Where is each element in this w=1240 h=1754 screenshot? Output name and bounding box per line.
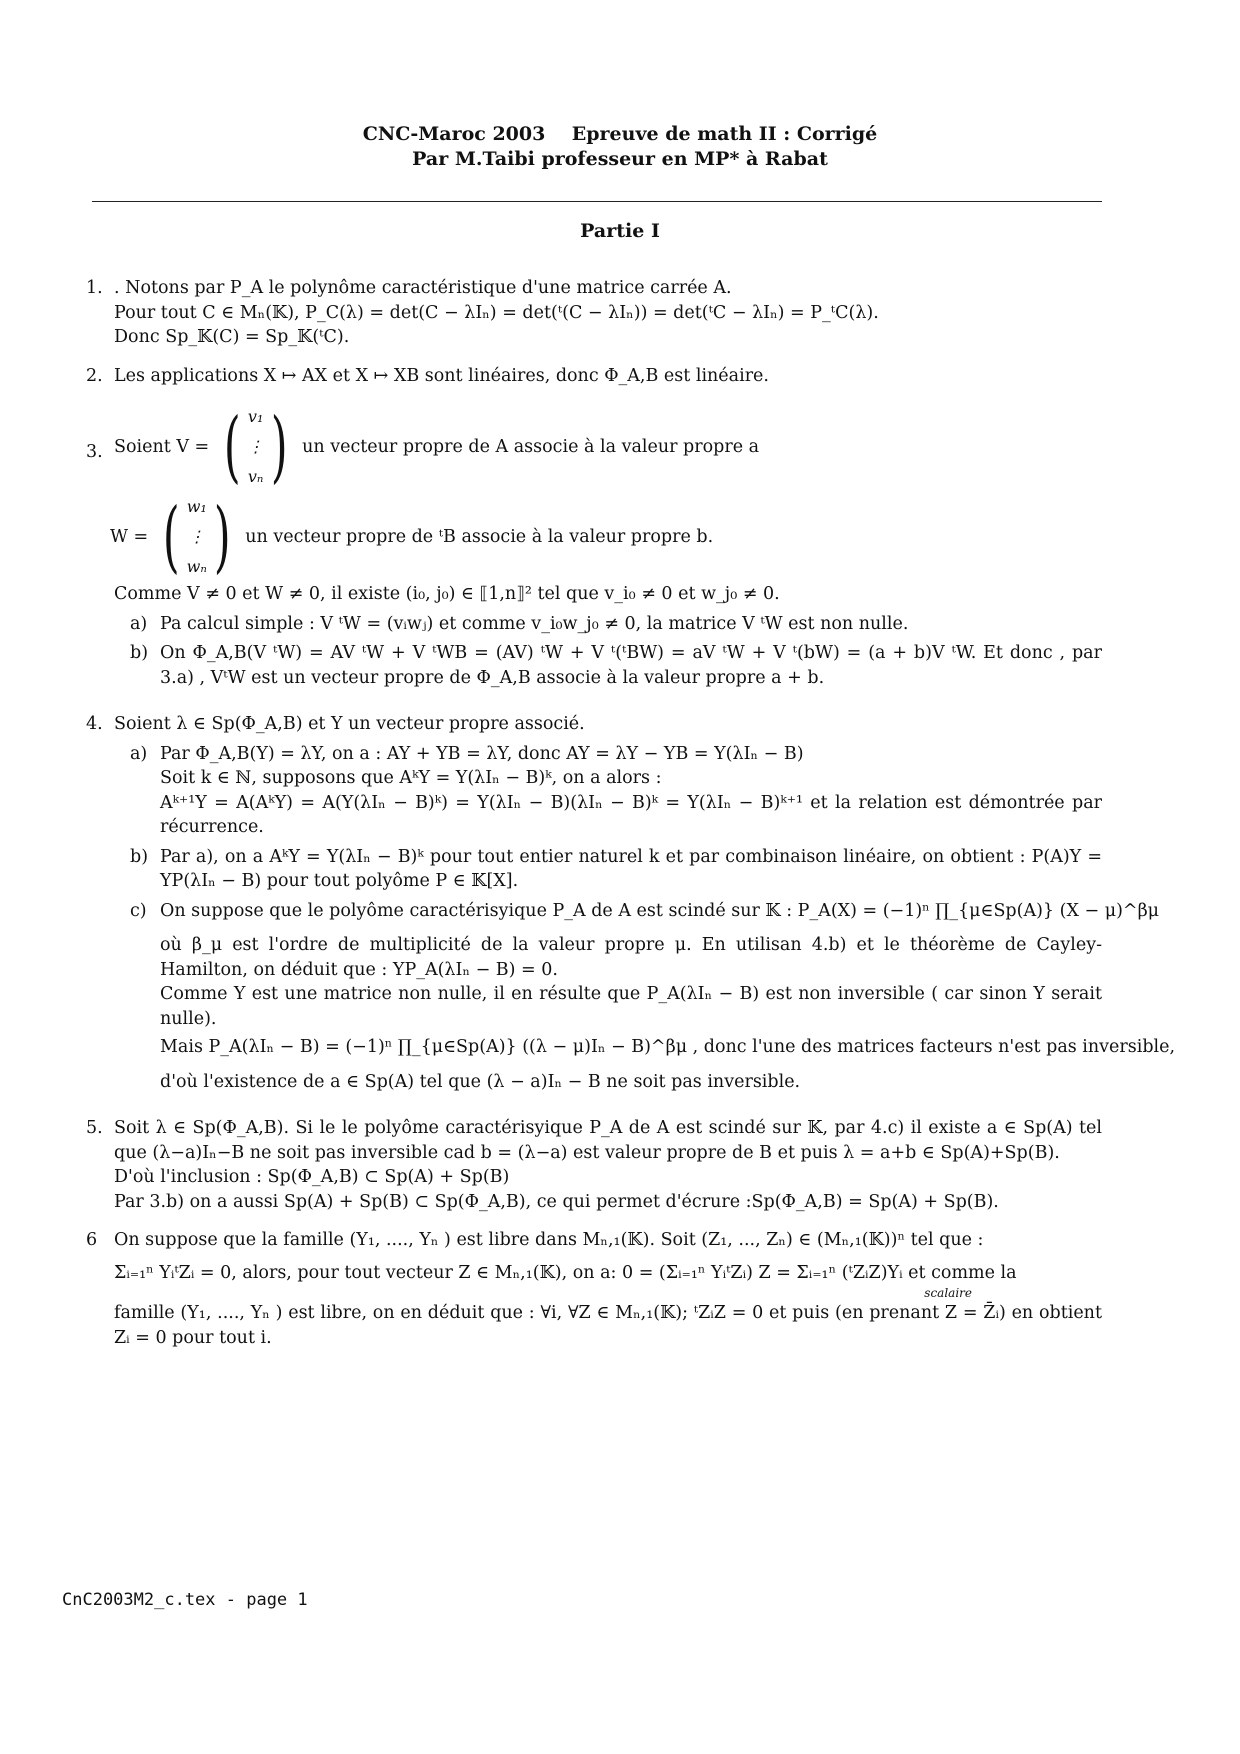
q1-line-1: . Notons par P_A le polynôme caractéristique d'une matrice carrée A. <box>114 278 732 298</box>
question-2 <box>86 364 1102 389</box>
header-rule <box>92 201 1102 202</box>
q4a-line-1: Par Φ_A,B(Y) = λY, on a : AY + YB = λY, donc AY = λY − YB = Y(λIₙ − B) <box>160 743 804 764</box>
vector-entry: v₁ <box>247 407 264 426</box>
q2-line-1: Les applications X ↦ AX et X ↦ XB sont linéaires, donc Φ_A,B est linéaire. <box>114 365 769 386</box>
right-paren: ) <box>270 402 288 492</box>
q6-line-2: Σᵢ₌₁ⁿ YᵢᵗZᵢ = 0, alors, pour tout vecteur Z ∈ Mₙ,₁(𝕂), on a: 0 = (Σᵢ₌₁ⁿ YᵢᵗZᵢ) Z = Σᵢ₌₁ⁿ (ᵗZᵢZ)Yᵢ et comme la <box>114 1262 1017 1283</box>
vector-entry: wₙ <box>186 557 207 576</box>
q4c-line-3: Comme Y est une matrice non nulle, il en résulte que P_A(λIₙ − B) est non inversible ( car sinon Y serait nulle). <box>160 984 1102 1029</box>
right-paren: ) <box>213 492 231 582</box>
q4b-text: Par a), on a AᵏY = Y(λIₙ − B)ᵏ pour tout entier naturel k et par combinaison linéaire, on obtient : P(A)Y = YP(λIₙ − B) pour tout polyôme P ∈ 𝕂[X]. <box>160 846 1102 891</box>
vector-v <box>217 402 294 492</box>
header-author: Par M.Taibi professeur en MP* à Rabat <box>412 148 828 170</box>
question-4 <box>86 712 1176 1094</box>
vector-w-suffix: un vecteur propre de ᵗB associe à la valeur propre b. <box>245 526 714 547</box>
vector-entry: vₙ <box>247 467 264 486</box>
q6-scalaire-note: scalaire <box>924 1286 972 1300</box>
q4c-line-1: On suppose que le polyôme caractérisyique P_A de A est scindé sur 𝕂 : P_A(X) = (−1)ⁿ ∏_{μ∈Sp(A)} (X − μ)^βμ <box>160 900 1160 921</box>
q3-comme-line: Comme V ≠ 0 et W ≠ 0, il existe (i₀, j₀) ∈ ⟦1,n⟧² tel que v_i₀ ≠ 0 et w_j₀ ≠ 0. <box>114 584 780 604</box>
q1-line-3: Donc Sp_𝕂(C) = Sp_𝕂(ᵗC). <box>114 327 350 347</box>
page-footer: CnC2003M2_c.tex - page 1 <box>62 1590 308 1610</box>
q4a-line-3: Aᵏ⁺¹Y = A(AᵏY) = A(Y(λIₙ − B)ᵏ) = Y(λIₙ − B)(λIₙ − B)ᵏ = Y(λIₙ − B)ᵏ⁺¹ et la relation est démontrée par récurrence. <box>160 792 1102 837</box>
vector-v-suffix: un vecteur propre de A associe à la valeur propre a <box>302 436 760 457</box>
header-title: CNC-Maroc 2003 Epreuve de math II : Corrigé <box>362 123 878 145</box>
question-number: 4. <box>86 714 103 734</box>
question-3 <box>86 402 1102 690</box>
left-paren: ( <box>224 402 241 492</box>
question-6 <box>86 1228 1102 1350</box>
part-label: b) <box>130 846 149 867</box>
vector-w <box>156 492 237 582</box>
q5-line-3: Par 3.b) on a aussi Sp(A) + Sp(B) ⊂ Sp(Φ_A,B), ce qui permet d'écrure :Sp(Φ_A,B) = Sp(A) + Sp(B). <box>114 1191 999 1212</box>
q4a-line-2: Soit k ∈ ℕ, supposons que AᵏY = Y(λIₙ − B)ᵏ, on a alors : <box>160 768 662 788</box>
part-label: a) <box>130 743 148 764</box>
q3b-text: On Φ_A,B(V ᵗW) = AV ᵗW + V ᵗWB = (AV) ᵗW + V ᵗ(ᵗBW) = aV ᵗW + V ᵗ(bW) = (a + b)V ᵗW. Et donc , par 3.a) , VᵗW est un vecteur propre de Φ_A,B associe à la valeur propre a + b. <box>160 643 1102 688</box>
part-label: c) <box>130 900 147 921</box>
vector-entry: w₁ <box>186 497 207 516</box>
question-number: 2. <box>86 365 103 386</box>
q4-part-c <box>114 899 1176 1095</box>
question-number: 1. <box>86 278 103 298</box>
q4-part-a <box>114 742 1102 840</box>
q3a-text: Pa calcul simple : V ᵗW = (vᵢwⱼ) et comme v_i₀w_j₀ ≠ 0, la matrice V ᵗW est non nulle. <box>160 613 909 634</box>
question-5 <box>86 1116 1102 1214</box>
question-number: 6 <box>86 1230 98 1250</box>
vector-entry: ⋮ <box>247 437 264 456</box>
part-label: a) <box>130 613 148 634</box>
vector-entry: ⋮ <box>188 527 205 546</box>
q1-line-2: Pour tout C ∈ Mₙ(𝕂), P_C(λ) = det(C − λIₙ) = det(ᵗ(C − λIₙ)) = det(ᵗC − λIₙ) = P_ᵗC(λ). <box>114 302 879 323</box>
vector-v-row <box>114 402 1102 492</box>
q6-line-1: On suppose que la famille (Y₁, ...., Yₙ ) est libre dans Mₙ,₁(𝕂). Soit (Z₁, ..., Zₙ) ∈ (Mₙ,₁(𝕂))ⁿ tel que : <box>114 1230 984 1250</box>
question-number: 3. <box>86 442 103 462</box>
part-label: b) <box>130 643 149 663</box>
document-header <box>0 122 1240 172</box>
question-1 <box>86 276 1102 350</box>
q4c-line-5: d'où l'existence de a ∈ Sp(A) tel que (λ − a)Iₙ − B ne soit pas inversible. <box>160 1071 801 1092</box>
question-number: 5. <box>86 1118 103 1138</box>
vector-w-prefix: W = <box>110 526 149 547</box>
vector-v-prefix: Soient V = <box>114 436 210 457</box>
q4-line-1: Soient λ ∈ Sp(Φ_A,B) et Y un vecteur propre associé. <box>114 714 585 734</box>
q4c-line-2: où β_μ est l'ordre de multiplicité de la valeur propre μ. En utilisan 4.b) et le théorème de Cayley-Hamilton, on déduit que : YP_A(λIₙ − B) = 0. <box>160 935 1102 980</box>
document-body <box>86 276 1176 1350</box>
q5-line-1: Soit λ ∈ Sp(Φ_A,B). Si le le polyôme caractérisyique P_A de A est scindé sur 𝕂, par 4.c) il existe a ∈ Sp(A) tel que (λ−a)Iₙ−B ne soit pas inversible cad b = (λ−a) est valeur propre de B et puis λ = a+b ∈ Sp(A)+Sp(B). <box>114 1118 1102 1163</box>
q3-part-a <box>114 612 1102 637</box>
q6-line-3: famille (Y₁, ...., Yₙ ) est libre, on en déduit que : ∀i, ∀Z ∈ Mₙ,₁(𝕂); ᵗZᵢZ = 0 et puis (en prenant Z = Z̄ᵢ) en obtient Zᵢ = 0 pour tout i. <box>114 1303 1102 1348</box>
q3-part-b <box>114 641 1102 690</box>
q4-part-b <box>114 845 1102 894</box>
q4c-line-4: Mais P_A(λIₙ − B) = (−1)ⁿ ∏_{μ∈Sp(A)} ((λ − μ)Iₙ − B)^βμ , donc l'une des matrices facteurs n'est pas inversible, <box>160 1037 1176 1057</box>
q5-line-2: D'où l'inclusion : Sp(Φ_A,B) ⊂ Sp(A) + Sp(B) <box>114 1167 510 1187</box>
left-paren: ( <box>163 492 180 582</box>
section-title: Partie I <box>580 220 660 242</box>
vector-w-row <box>110 492 1102 582</box>
